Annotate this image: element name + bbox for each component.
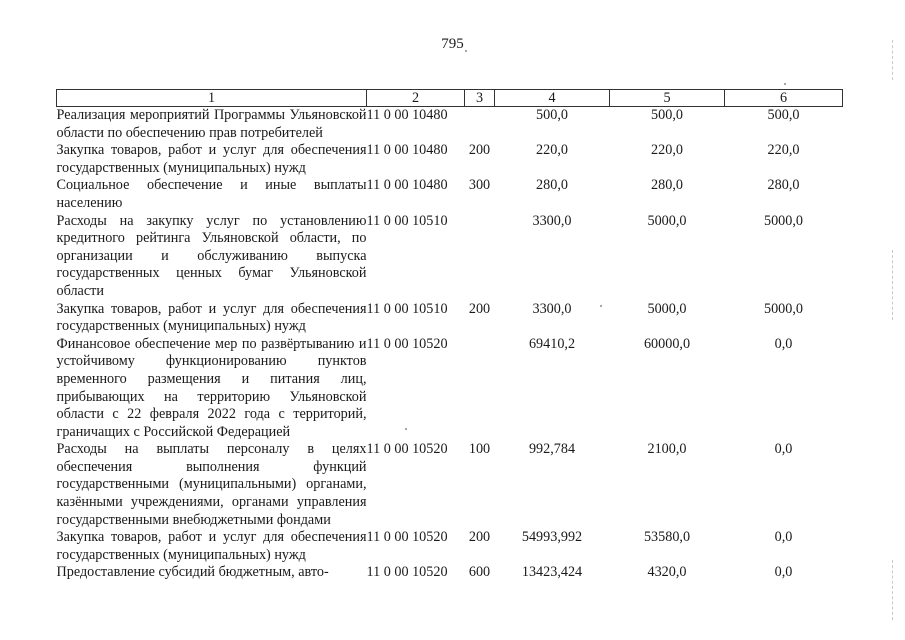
row-value-4: 992,784 (528, 441, 576, 458)
row-value-5: 4320,0 (647, 564, 687, 581)
column-header-3: 3 (465, 90, 495, 107)
budget-table (56, 89, 843, 582)
row-value-5: 500,0 (651, 107, 683, 123)
row-code: 11 0 00 10520 (366, 335, 448, 352)
table-row (57, 336, 843, 442)
row-code: 11 0 00 10520 (366, 529, 448, 546)
row-value-6: 500,0 (767, 107, 800, 123)
table-row (57, 301, 843, 336)
row-value-6: 0,0 (774, 529, 793, 546)
row-value-5: 60000,0 (643, 335, 691, 352)
row-value-6: 5000,0 (763, 212, 803, 229)
row-value-4: 69410,2 (528, 335, 576, 352)
row-code: 11 0 00 10510 (366, 300, 448, 317)
row-name: Социальное обеспечение и иные выплаты населению (56, 177, 367, 211)
table-row (57, 107, 843, 143)
row-value-6: 0,0 (774, 335, 793, 352)
row-value-4: 500,0 (536, 107, 568, 123)
row-code: 11 0 00 10510 (366, 212, 448, 229)
table-header-row (57, 90, 843, 107)
row-code: 11 0 00 10480 (366, 107, 448, 123)
scan-speck (405, 428, 407, 430)
row-value-5: 2100,0 (647, 441, 687, 458)
table-row (57, 177, 843, 212)
row-expense-type: 200 (468, 142, 491, 159)
row-value-5: 5000,0 (647, 300, 687, 317)
row-value-5: 280,0 (651, 177, 683, 194)
row-code: 11 0 00 10480 (366, 177, 448, 194)
row-name: Предоставление субсидий бюджетным, авто- (56, 564, 329, 581)
column-header-6: 6 (725, 90, 843, 107)
scan-speck (600, 305, 602, 307)
row-value-4: 280,0 (536, 177, 568, 194)
page-number: 795 (441, 36, 464, 52)
row-value-4: 3300,0 (532, 300, 572, 317)
row-code: 11 0 00 10480 (366, 142, 448, 159)
row-name: Расходы на выплаты персоналу в целях обеспечения выполнения функций государственными (муниципальными) органами, казёнными учреждениями, органами управления государственными внебюджетными фондами (56, 441, 367, 528)
scan-edge-line (892, 40, 893, 80)
table-row (57, 529, 843, 564)
row-expense-type (465, 213, 495, 301)
row-code: 11 0 00 10520 (366, 564, 448, 581)
scan-speck (784, 83, 786, 85)
column-header-5: 5 (610, 90, 725, 107)
row-value-6: 220,0 (767, 142, 800, 159)
row-code: 11 0 00 10520 (366, 441, 448, 458)
row-value-5: 220,0 (651, 142, 683, 159)
scan-edge-line (892, 560, 893, 620)
row-name: Реализация мероприятий Программы Ульяновской области по обеспечению прав потребителей (56, 107, 367, 141)
table-row (57, 142, 843, 177)
column-header-1: 1 (57, 90, 367, 107)
row-expense-type: 100 (468, 441, 491, 458)
row-expense-type (465, 336, 495, 442)
column-header-2: 2 (367, 90, 465, 107)
row-expense-type: 300 (468, 177, 491, 194)
scan-speck (465, 50, 467, 52)
row-value-6: 0,0 (774, 564, 793, 581)
row-name: Расходы на закупку услуг по установлению кредитного рейтинга Ульяновской области, по организации и обслуживанию выпуска государственных ценных бумаг Ульяновской области (56, 212, 367, 299)
row-value-5: 53580,0 (643, 529, 691, 546)
table-row (57, 564, 843, 582)
row-expense-type: 200 (468, 529, 491, 546)
scan-edge-line (892, 250, 893, 320)
row-expense-type: 200 (468, 300, 491, 317)
row-value-4: 220,0 (536, 142, 568, 159)
row-name: Закупка товаров, работ и услуг для обеспечения государственных (муниципальных) нужд (56, 300, 367, 335)
row-value-4: 3300,0 (532, 212, 572, 229)
row-name: Закупка товаров, работ и услуг для обеспечения государственных (муниципальных) нужд (56, 142, 367, 176)
row-value-4: 54993,992 (521, 529, 583, 546)
row-name: Финансовое обеспечение мер по развёртыванию и устойчивому функционированию пунктов временного размещения и питания лиц, прибывающих на территорию Ульяновской области с 22 февраля 2022 года с территорий, граничащих с Российской Федерацией (56, 335, 367, 440)
row-value-4: 13423,424 (521, 564, 583, 581)
column-header-4: 4 (495, 90, 610, 107)
row-value-6: 0,0 (774, 441, 793, 458)
table-row (57, 441, 843, 529)
table-row (57, 213, 843, 301)
row-expense-type: 600 (468, 564, 491, 581)
row-value-6: 5000,0 (763, 300, 803, 317)
row-value-6: 280,0 (767, 177, 800, 194)
row-value-5: 5000,0 (647, 212, 687, 229)
row-name: Закупка товаров, работ и услуг для обеспечения государственных (муниципальных) нужд (56, 529, 367, 563)
row-expense-type (465, 107, 495, 143)
